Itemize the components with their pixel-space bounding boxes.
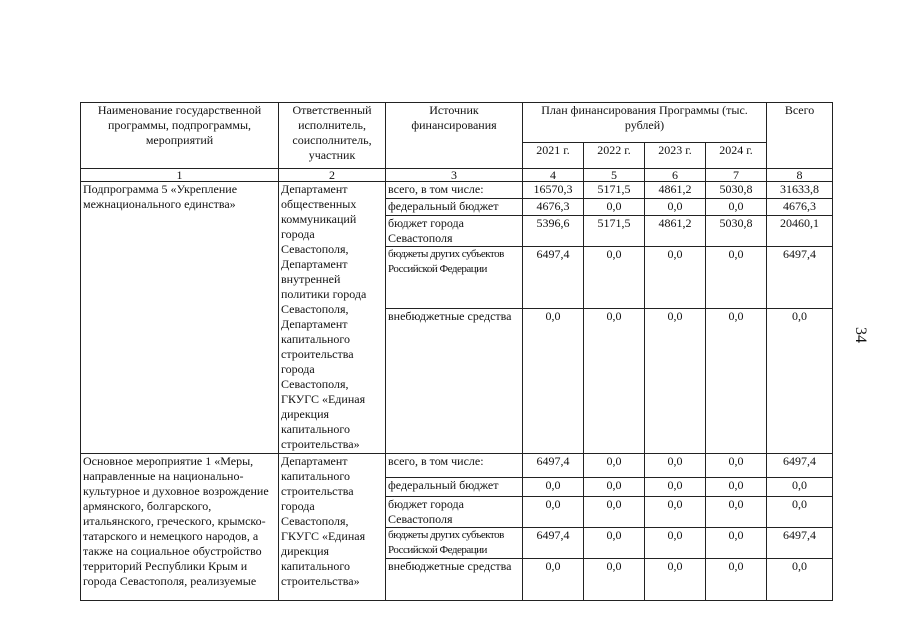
value-cell: 0,0	[584, 497, 645, 528]
value-cell: 6497,4	[523, 247, 584, 309]
value-cell: 5171,5	[584, 216, 645, 247]
column-number: 5	[584, 169, 645, 182]
header-total: Всего	[767, 103, 833, 169]
value-cell: 0,0	[645, 478, 706, 497]
value-cell: 20460,1	[767, 216, 833, 247]
value-cell: 0,0	[645, 309, 706, 454]
header-plan: План финансирования Программы (тыс. рублей)	[523, 103, 767, 143]
header-row	[81, 103, 833, 143]
header-executor: Ответственный исполнитель, соисполнитель, участник	[279, 103, 386, 169]
column-number: 7	[706, 169, 767, 182]
value-cell: 4676,3	[523, 199, 584, 216]
value-cell: 0,0	[523, 559, 584, 601]
financing-table	[80, 102, 833, 601]
value-cell: 0,0	[523, 478, 584, 497]
source-cell: федеральный бюджет	[386, 478, 523, 497]
value-cell: 0,0	[645, 497, 706, 528]
value-cell: 0,0	[767, 497, 833, 528]
column-numbers-row	[81, 169, 833, 182]
value-cell: 31633,8	[767, 182, 833, 199]
column-number: 3	[386, 169, 523, 182]
value-cell: 0,0	[645, 528, 706, 559]
value-cell: 0,0	[645, 559, 706, 601]
value-cell: 6497,4	[767, 454, 833, 478]
value-cell: 6497,4	[767, 247, 833, 309]
value-cell: 6497,4	[767, 528, 833, 559]
header-year: 2024 г.	[706, 143, 767, 169]
value-cell: 0,0	[706, 247, 767, 309]
value-cell: 0,0	[706, 528, 767, 559]
value-cell: 0,0	[523, 497, 584, 528]
value-cell: 0,0	[767, 309, 833, 454]
executor-cell: Департамент общественных коммуникаций города Севастополя, Департамент внутренней политики города Севастополя, Департамент капитального строительства города Севастополя, ГКУГС «Единая дирекция капитального строительства»	[279, 182, 386, 454]
value-cell: 6497,4	[523, 528, 584, 559]
column-number: 4	[523, 169, 584, 182]
value-cell: 5171,5	[584, 182, 645, 199]
value-cell: 0,0	[645, 199, 706, 216]
source-cell: всего, в том числе:	[386, 454, 523, 478]
value-cell: 4861,2	[645, 216, 706, 247]
column-number: 8	[767, 169, 833, 182]
value-cell: 4676,3	[767, 199, 833, 216]
value-cell: 0,0	[584, 247, 645, 309]
value-cell: 5396,6	[523, 216, 584, 247]
column-number: 6	[645, 169, 706, 182]
value-cell: 0,0	[767, 478, 833, 497]
value-cell: 0,0	[706, 478, 767, 497]
table-row	[81, 182, 833, 199]
value-cell: 0,0	[706, 559, 767, 601]
source-cell: бюджет города Севастополя	[386, 216, 523, 247]
value-cell: 0,0	[584, 454, 645, 478]
value-cell: 0,0	[584, 478, 645, 497]
value-cell: 0,0	[767, 559, 833, 601]
executor-cell: Департамент капитального строительства города Севастополя, ГКУГС «Единая дирекция капитального строительства»	[279, 454, 386, 601]
source-cell: внебюджетные средства	[386, 309, 523, 454]
source-cell: бюджеты других субъектов Российской Федерации	[386, 528, 523, 559]
header-source: Источник финансирования	[386, 103, 523, 169]
value-cell: 0,0	[584, 309, 645, 454]
value-cell: 0,0	[523, 309, 584, 454]
source-cell: всего, в том числе:	[386, 182, 523, 199]
program-name: Основное мероприятие 1 «Меры, направленные на национально-культурное и духовное возрождение армянского, болгарского, итальянского, греческого, крымско-татарского и немецкого народов, а также на социальное обустройство территорий Республики Крым и города Севастополя, реализуемые	[81, 454, 279, 601]
value-cell: 6497,4	[523, 454, 584, 478]
page-number: 34	[852, 327, 869, 343]
source-cell: федеральный бюджет	[386, 199, 523, 216]
header-year: 2021 г.	[523, 143, 584, 169]
value-cell: 0,0	[706, 309, 767, 454]
value-cell: 0,0	[645, 247, 706, 309]
value-cell: 0,0	[706, 497, 767, 528]
header-year: 2022 г.	[584, 143, 645, 169]
column-number: 2	[279, 169, 386, 182]
value-cell: 0,0	[584, 528, 645, 559]
table-row	[81, 454, 833, 478]
column-number: 1	[81, 169, 279, 182]
value-cell: 0,0	[706, 199, 767, 216]
value-cell: 5030,8	[706, 216, 767, 247]
header-name: Наименование государственной программы, подпрограммы, мероприятий	[81, 103, 279, 169]
source-cell: внебюджетные средства	[386, 559, 523, 601]
value-cell: 0,0	[584, 559, 645, 601]
value-cell: 5030,8	[706, 182, 767, 199]
value-cell: 0,0	[645, 454, 706, 478]
value-cell: 0,0	[706, 454, 767, 478]
program-name: Подпрограмма 5 «Укрепление межнационального единства»	[81, 182, 279, 454]
source-cell: бюджеты других субъектов Российской Федерации	[386, 247, 523, 309]
value-cell: 0,0	[584, 199, 645, 216]
value-cell: 4861,2	[645, 182, 706, 199]
value-cell: 16570,3	[523, 182, 584, 199]
header-year: 2023 г.	[645, 143, 706, 169]
source-cell: бюджет города Севастополя	[386, 497, 523, 528]
